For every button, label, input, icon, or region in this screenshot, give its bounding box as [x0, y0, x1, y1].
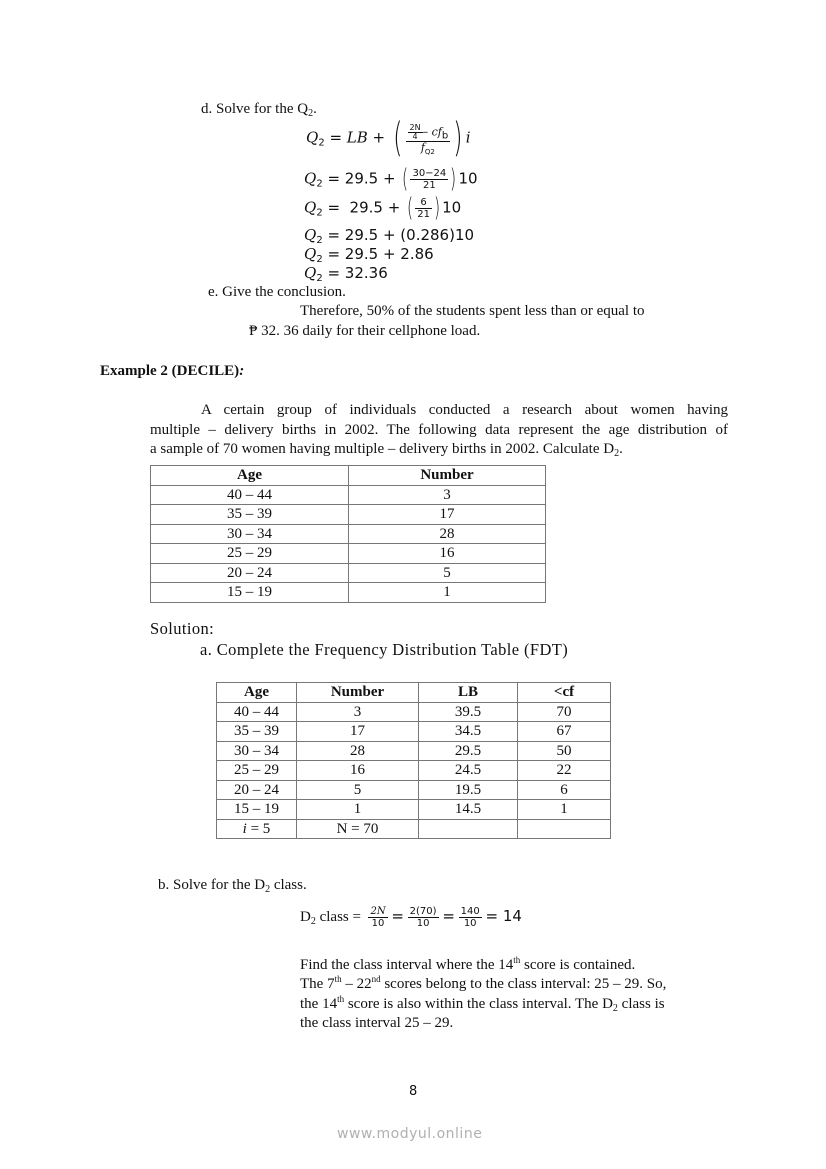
text: the 14	[300, 995, 338, 1012]
q2-formula	[306, 115, 471, 161]
class-equals: class =	[315, 908, 365, 925]
cell-number: 16	[297, 761, 419, 781]
table-row	[151, 524, 546, 544]
table-row	[151, 485, 546, 505]
right-paren: )	[450, 164, 457, 194]
solution-label: Solution:	[150, 619, 215, 638]
step-b-label	[158, 877, 307, 894]
heading-text: Example 2 (DECILE)	[100, 363, 240, 379]
table-row	[217, 702, 611, 722]
q2-step-2	[304, 195, 461, 221]
table-row	[217, 741, 611, 761]
q: Q	[304, 169, 317, 188]
result: = 14	[485, 906, 522, 925]
cell-age: 25 – 29	[151, 544, 349, 564]
table-footer-row	[217, 819, 611, 839]
cell-number: 3	[349, 485, 546, 505]
fraction-denominator: 21	[417, 208, 430, 220]
right-paren: )	[453, 115, 463, 161]
cell-empty	[419, 819, 518, 839]
cell-age: 40 – 44	[217, 702, 297, 722]
cell-age: 20 – 24	[151, 563, 349, 583]
inner-num: 2N	[409, 122, 421, 132]
step-b-text-end: class.	[270, 877, 307, 893]
header-age: Age	[217, 683, 297, 703]
equals: =	[442, 906, 455, 925]
plus: +	[367, 128, 390, 147]
period: .	[619, 441, 623, 457]
superscript: nd	[371, 974, 381, 985]
header-number: Number	[349, 466, 546, 486]
inner-den: 4	[412, 131, 418, 141]
text: score is also within the class interval. The D	[344, 995, 613, 1012]
formula-i: i	[465, 128, 471, 147]
table-row	[217, 780, 611, 800]
cell-interval-width	[217, 819, 297, 839]
subscript: 2	[614, 448, 620, 459]
example-2-heading	[100, 363, 244, 380]
cell-number: 17	[349, 505, 546, 525]
header-lb: LB	[419, 683, 518, 703]
subscript: 2	[316, 235, 323, 246]
rhs-post: 10	[442, 198, 462, 217]
minus-cf: – cf	[422, 125, 442, 138]
fraction-1	[368, 906, 387, 929]
table-header-row	[151, 466, 546, 486]
superscript: th	[334, 974, 342, 985]
header-age: Age	[151, 466, 349, 486]
q2-step-5	[304, 264, 388, 282]
page-number: 8	[409, 1084, 418, 1099]
table-row	[151, 505, 546, 525]
cell-number: 16	[349, 544, 546, 564]
cell-age: 40 – 44	[151, 485, 349, 505]
cell-number: 3	[297, 702, 419, 722]
table-row	[217, 761, 611, 781]
cell-age: 35 – 39	[151, 505, 349, 525]
subscript: b	[441, 130, 449, 141]
cell-cf: 1	[518, 800, 611, 820]
cell-number: 28	[297, 741, 419, 761]
inner-fraction	[408, 124, 423, 141]
cell-cf: 50	[518, 741, 611, 761]
subscript: 2	[308, 108, 314, 119]
text: – 22	[341, 976, 372, 993]
formula-fraction	[406, 122, 451, 156]
cell-age: 20 – 24	[217, 780, 297, 800]
subscript: 2	[310, 915, 316, 927]
table-row	[217, 722, 611, 742]
cell-lb: 14.5	[419, 800, 518, 820]
subscript: 2	[316, 178, 323, 190]
rhs: = 29.5 + 2.86	[322, 245, 434, 263]
cell-age: 30 – 34	[217, 741, 297, 761]
num-text: 2N	[370, 906, 386, 917]
text: score is contained.	[520, 957, 636, 973]
subscript: 2	[612, 1002, 618, 1014]
paragraph-line-1: A certain group of individuals conducted a research about women having	[201, 402, 728, 418]
text: The 7	[300, 976, 335, 993]
superscript: th	[337, 993, 345, 1004]
explain-line-3	[300, 995, 730, 1014]
subscript: 2	[265, 884, 271, 895]
cell-age: 35 – 39	[217, 722, 297, 742]
i-value: = 5	[246, 820, 271, 837]
rhs-pre: = 29.5 +	[322, 198, 406, 217]
step-a-label: a. Complete the Frequency Distribution Table (FDT)	[200, 640, 569, 659]
cell-lb: 39.5	[419, 702, 518, 722]
fraction-numerator: 140	[460, 906, 480, 917]
subscript: Q2	[424, 147, 435, 156]
table-row	[151, 563, 546, 583]
equals: =	[391, 906, 404, 925]
table-header-row	[217, 683, 611, 703]
fraction-denominator	[406, 140, 451, 156]
table-row	[151, 544, 546, 564]
subscript: 2	[318, 137, 325, 149]
header-number: Number	[297, 683, 419, 703]
q: Q	[304, 198, 317, 217]
rhs-post: 10	[458, 169, 478, 188]
heading-colon: :	[239, 363, 245, 379]
cell-age: 30 – 34	[151, 524, 349, 544]
q: Q	[304, 226, 317, 244]
rhs: = 29.5 + (0.286)10	[322, 226, 475, 244]
cell-age: 15 – 19	[151, 583, 349, 603]
explain-line-2	[300, 975, 730, 994]
conclusion-line-2: ₱ 32. 36 daily for their cellphone load.	[249, 323, 481, 339]
fraction-denominator: 10	[463, 918, 477, 929]
header-cf: <cf	[518, 683, 611, 703]
text: class is	[617, 995, 665, 1012]
q: Q	[304, 245, 317, 263]
cell-cf: 22	[518, 761, 611, 781]
cell-lb: 19.5	[419, 780, 518, 800]
q: Q	[304, 264, 317, 282]
cell-number: 28	[349, 524, 546, 544]
step-d-label	[201, 101, 317, 118]
table-row	[151, 583, 546, 603]
table-row	[217, 800, 611, 820]
left-paren: (	[402, 164, 409, 194]
fraction-2	[408, 906, 439, 929]
d-label: D	[300, 908, 311, 925]
left-paren: (	[393, 115, 403, 161]
q2-step-3	[304, 226, 474, 244]
fraction-numerator: 2(70)	[409, 906, 437, 917]
cell-number: 1	[297, 800, 419, 820]
cell-cf: 67	[518, 722, 611, 742]
cell-number: 1	[349, 583, 546, 603]
d2-class-formula	[300, 906, 522, 929]
conclusion-line-1: Therefore, 50% of the students spent less than or equal to	[300, 303, 645, 319]
right-paren: )	[434, 193, 441, 223]
step-d-label-text: d. Solve for the Q	[201, 101, 309, 117]
cell-number: 5	[297, 780, 419, 800]
cell-age: 25 – 29	[217, 761, 297, 781]
cell-lb: 34.5	[419, 722, 518, 742]
equals: =	[324, 128, 347, 147]
cell-number: 17	[297, 722, 419, 742]
cell-age: 15 – 19	[217, 800, 297, 820]
q2-step-1	[304, 166, 478, 192]
formula-lb: LB	[346, 128, 368, 147]
example-2-paragraph	[150, 401, 728, 460]
fraction-numerator: 30−24	[412, 167, 447, 179]
left-paren: (	[407, 193, 414, 223]
cell-lb: 29.5	[419, 741, 518, 761]
fraction-denominator: 21	[423, 179, 436, 191]
fdt-table	[216, 682, 611, 839]
step-b-text: b. Solve for the D	[158, 877, 266, 893]
q2-step-4	[304, 245, 434, 263]
cell-empty	[518, 819, 611, 839]
fraction-denominator: 10	[371, 918, 385, 929]
step-e-label: e. Give the conclusion.	[208, 284, 346, 300]
fraction	[415, 197, 432, 220]
paragraph-line-3-text: a sample of 70 women having multiple – delivery births in 2002. Calculate D	[150, 441, 615, 457]
paragraph-line-3	[150, 440, 728, 460]
fraction-numerator	[406, 124, 451, 142]
i-variable: i	[242, 820, 247, 837]
text: scores belong to the class interval: 25 – 29. So,	[380, 976, 667, 993]
fraction-numerator: 6	[415, 197, 432, 209]
superscript: th	[513, 955, 521, 965]
fraction	[410, 168, 448, 191]
cell-cf: 6	[518, 780, 611, 800]
watermark: www.modyul.online	[337, 1126, 483, 1142]
cell-cf: 70	[518, 702, 611, 722]
paragraph-line-2: multiple – delivery births in 2002. The following data represent the age distribution of	[150, 421, 728, 438]
cell-total-n: N = 70	[297, 819, 419, 839]
cell-number: 5	[349, 563, 546, 583]
text: Find the class interval where the 14	[300, 957, 514, 973]
formula-lhs: Q	[306, 128, 319, 147]
rhs-pre: = 29.5 +	[322, 169, 401, 188]
explain-line-1	[300, 956, 730, 975]
subscript: 2	[316, 273, 323, 284]
fraction-3	[459, 906, 482, 929]
subscript: 2	[316, 254, 323, 265]
step-d-label-end: .	[313, 101, 317, 117]
cell-lb: 24.5	[419, 761, 518, 781]
fraction-denominator: 10	[416, 918, 430, 929]
fraction-numerator	[368, 906, 387, 918]
d2-explanation	[300, 956, 730, 1033]
explain-line-4: the class interval 25 – 29.	[300, 1014, 454, 1031]
rhs: = 32.36	[322, 264, 388, 282]
subscript: 2	[316, 207, 323, 219]
den-f: f	[420, 140, 425, 154]
age-distribution-table	[150, 465, 546, 603]
